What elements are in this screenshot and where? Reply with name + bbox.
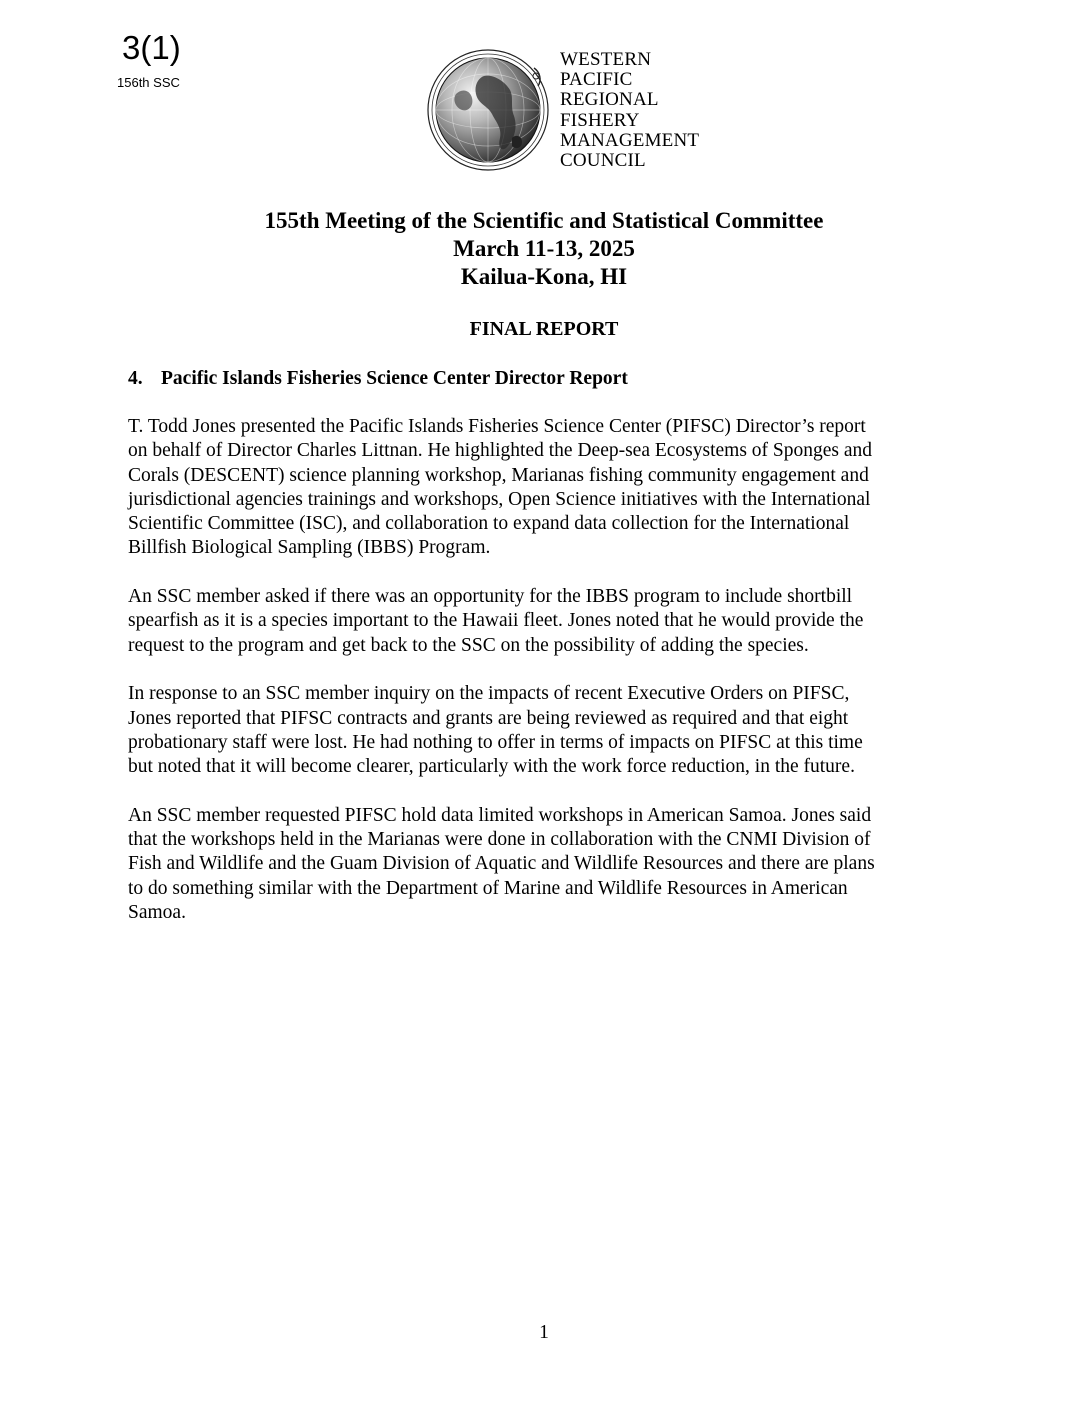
section-title: Pacific Islands Fisheries Science Center Director Report: [161, 368, 628, 389]
text-line: that the workshops held in the Marianas were done in collaboration with the CNMI Division of: [128, 829, 871, 851]
text-line: An SSC member requested PIFSC hold data limited workshops in American Samoa. Jones said: [128, 804, 872, 826]
report-body: [128, 415, 968, 950]
council-name-line: WESTERN: [560, 49, 652, 70]
text-line: Fish and Wildlife and the Guam Division of Aquatic and Wildlife Resources and there are plans: [128, 853, 875, 875]
paragraph: [128, 585, 968, 658]
paragraph: [128, 682, 968, 779]
text-line: Scientific Committee (ISC), and collaboration to expand data collection for the International: [128, 513, 850, 535]
text-line: Corals (DESCENT) science planning workshop, Marianas fishing community engagement and: [128, 464, 869, 486]
council-name-line: MANAGEMENT: [560, 129, 700, 151]
meeting-location: Kailua-Kona, HI: [460, 264, 628, 289]
section-number: 4.: [128, 368, 143, 389]
text-line: An SSC member asked if there was an opportunity for the IBBS program to include shortbill: [128, 586, 853, 608]
text-line: to do something similar with the Department of Marine and Wildlife Resources in American: [128, 877, 848, 899]
text-line: on behalf of Director Charles Littnan. He highlighted the Deep-sea Ecosystems of Sponges and: [128, 440, 873, 462]
meeting-title: 155th Meeting of the Scientific and Statistical Committee: [264, 208, 824, 233]
report-label: FINAL REPORT: [469, 318, 619, 340]
section-heading: [128, 367, 628, 391]
agenda-meeting-tag: 156th SSC: [117, 75, 180, 90]
document-title: [0, 207, 1088, 291]
page-number: 1: [539, 1322, 549, 1343]
council-globe-logo: [426, 46, 554, 174]
text-line: jurisdictional agencies trainings and workshops, Open Science initiatives with the International: [128, 488, 871, 510]
paragraph: [128, 415, 968, 561]
council-name-line: FISHERY: [560, 109, 640, 131]
text-line: Billfish Biological Sampling (IBBS) Program.: [128, 537, 491, 559]
text-line: spearfish as it is a species important to the Hawaii fleet. Jones noted that he would provide the: [128, 610, 864, 632]
meeting-dates: March 11-13, 2025: [453, 236, 635, 261]
council-name-line: COUNCIL: [560, 150, 646, 172]
text-line: T. Todd Jones presented the Pacific Islands Fisheries Science Center (PIFSC) Director’s report: [128, 416, 866, 437]
text-line: Samoa.: [128, 901, 186, 923]
text-line: Jones reported that PIFSC contracts and grants are being reviewed as required and that eight: [128, 707, 849, 729]
paragraph: [128, 804, 968, 925]
council-name-line: REGIONAL: [560, 89, 659, 111]
council-name-line: PACIFIC: [560, 69, 633, 91]
text-line: but noted that it will become clearer, particularly with the work force reduction, in the future.: [128, 756, 855, 778]
text-line: In response to an SSC member inquiry on the impacts of recent Executive Orders on PIFSC,: [128, 683, 850, 705]
text-line: request to the program and get back to the SSC on the possibility of adding the species.: [128, 634, 809, 656]
text-line: probationary staff were lost. He had nothing to offer in terms of impacts on PIFSC at this time: [128, 731, 863, 753]
council-name: [560, 50, 699, 171]
agenda-item-number: 3(1): [122, 29, 181, 66]
